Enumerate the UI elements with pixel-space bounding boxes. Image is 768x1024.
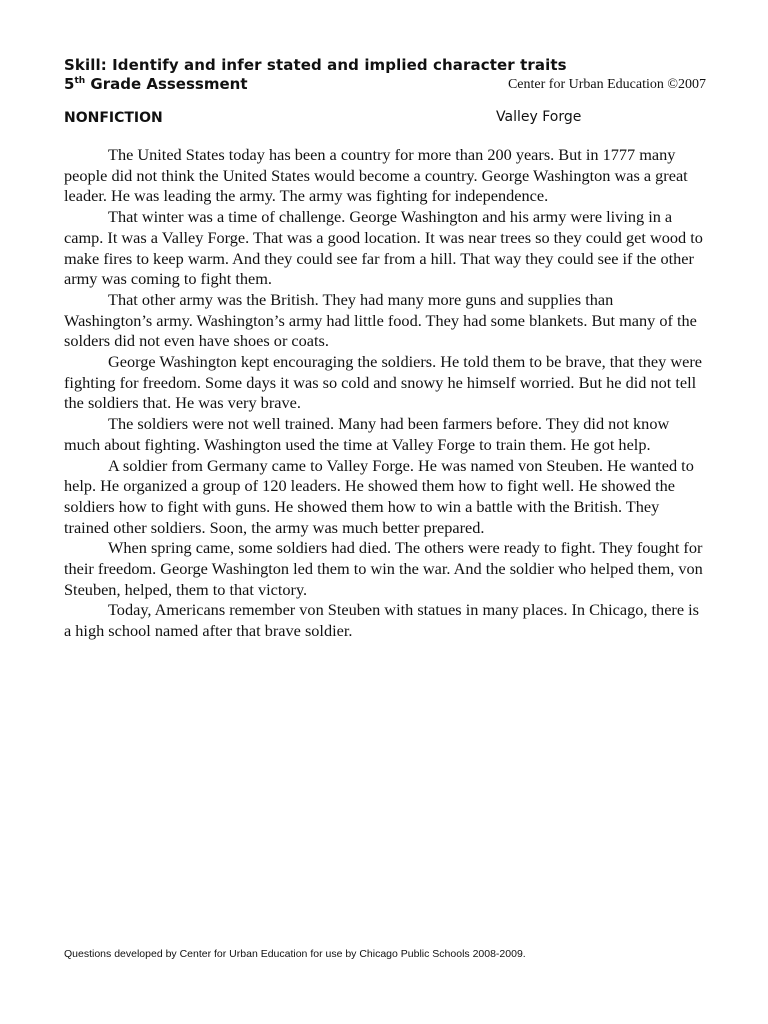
copyright-credit: Center for Urban Education ©2007 [507,77,706,92]
story-paragraph: The United States today has been a country for more than 200 years. But in 1777 many people did not think the United States would become a country. George Washington was a great leader. He was leading the army. The army was fighting for independence. [64,145,688,206]
grade-label: Grade Assessment [85,75,248,93]
story-body [64,145,704,642]
story-paragraph: When spring came, some soldiers had died. The others were ready to fight. They fought for their freedom. George Washington led them to win the war. And the soldier who helped them, von Steuben, helped, them to that victory. [64,538,703,599]
story-paragraph: That other army was the British. They had many more guns and supplies than Washington’s army. Washington’s army had little food. They had some blankets. But many of the solders did not even have shoes or coats. [64,289,697,351]
skill-heading: Skill: Identify and infer stated and implied character traits [64,56,567,74]
story-paragraph: George Washington kept encouraging the soldiers. He told them to be brave, that they were fighting for freedom. Some days it was so cold and snowy he himself worried. But he did not tell the soldiers that. He was very brave. [64,352,702,413]
grade-ordinal-suffix: th [74,76,86,86]
story-paragraph: That winter was a time of challenge. George Washington and his army were living in a camp. It was a Valley Forge. That was a good location. It was near trees so they could get wood to make fires to keep warm. And they could see far from a hill. That way they could see if the other army was coming to fight them. [64,207,703,289]
grade-number: 5 [64,75,75,93]
story-paragraph: Today, Americans remember von Steuben with statues in many places. In Chicago, there is a high school named after that brave soldier. [64,600,700,641]
section-label: NONFICTION [64,110,163,126]
footer-note: Questions developed by Center for Urban Education for use by Chicago Public Schools 2008-2009. [64,948,526,960]
story-paragraph: The soldiers were not well trained. Many had been farmers before. They did not know much about fighting. Washington used the time at Valley Forge to train them. He got help. [64,414,670,454]
grade-heading [64,75,248,93]
story-paragraph: A soldier from Germany came to Valley Forge. He was named von Steuben. He wanted to help. He organized a group of 120 leaders. He showed them how to fight well. He showed the soldiers how to fight with guns. He showed them how to win a battle with the British. They trained other soldiers. Soon, the army was much better prepared. [64,455,694,537]
story-title: Valley Forge [496,109,582,125]
